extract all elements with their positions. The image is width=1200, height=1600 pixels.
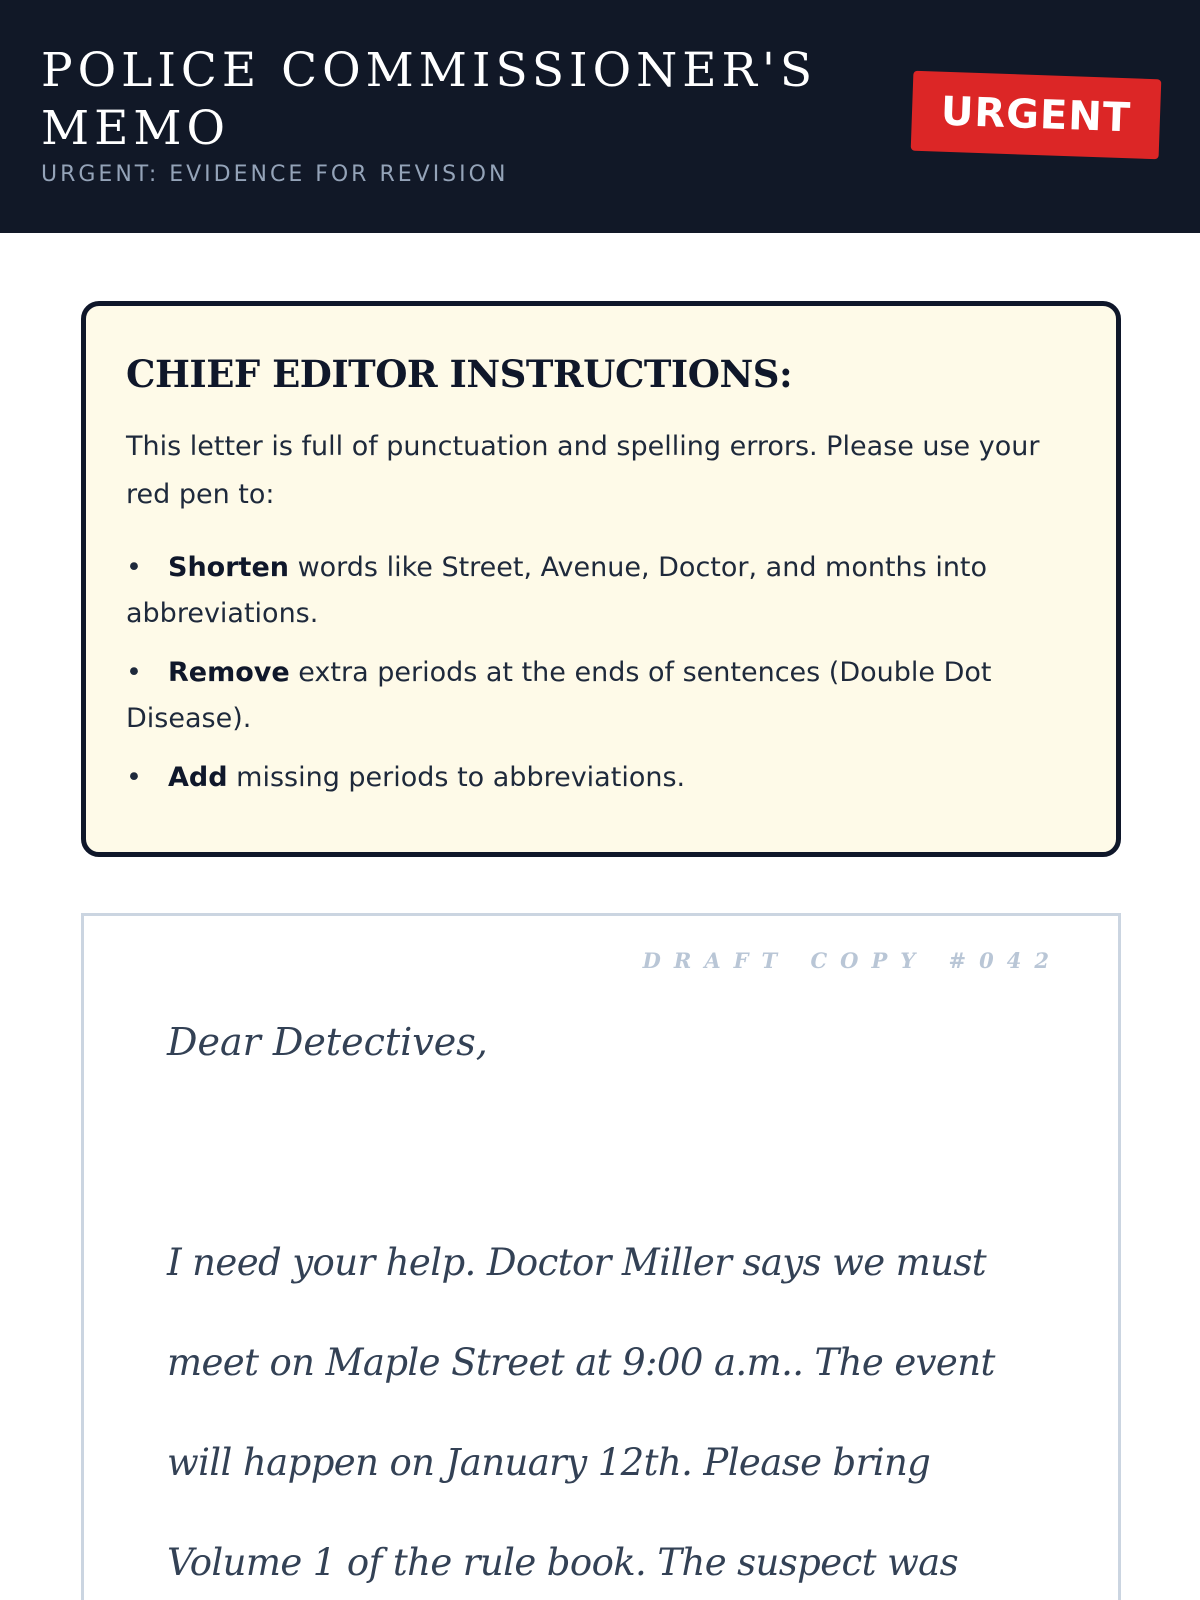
- instructions-box: [81, 301, 1121, 857]
- letter-line[interactable]: I need your help. Doctor Miller says we must: [167, 1241, 987, 1284]
- letter-line[interactable]: will happen on January 12th. Please bring: [167, 1441, 931, 1484]
- rule-text: missing periods to abbreviations.: [227, 762, 686, 793]
- urgent-stamp: URGENT: [911, 71, 1162, 160]
- letter-line[interactable]: meet on Maple Street at 9:00 a.m.. The event: [167, 1341, 995, 1384]
- title-line-1: POLICE COMMISSIONER'S: [41, 43, 818, 98]
- title-line-2: MEMO: [41, 101, 231, 156]
- rule-list: [126, 545, 1026, 801]
- rule-key: Shorten: [168, 552, 289, 583]
- letter-paper: [81, 913, 1121, 1600]
- draft-label: DRAFT COPY #042: [642, 948, 1062, 973]
- page-subtitle: URGENT: EVIDENCE FOR REVISION: [41, 162, 509, 187]
- instructions-intro: This letter is full of punctuation and spelling errors. Please use your red pen to:: [126, 431, 1040, 510]
- rule-text: extra periods at the ends of sentences (Double Dot Disease).: [126, 657, 992, 734]
- letter-line[interactable]: Volume 1 of the rule book. The suspect was: [167, 1541, 959, 1584]
- letter-salutation: Dear Detectives,: [167, 1020, 488, 1064]
- memo-header: [0, 0, 1200, 233]
- bullet-icon: •: [126, 762, 142, 793]
- bullet-icon: •: [126, 657, 142, 688]
- rule-item-add: [126, 755, 1026, 801]
- letter-body: [167, 1213, 1047, 1600]
- bullet-icon: •: [126, 552, 142, 583]
- rule-item-remove: [126, 650, 1026, 742]
- page-title: [41, 42, 861, 158]
- rule-key: Remove: [168, 657, 290, 688]
- rule-key: Add: [168, 762, 228, 793]
- instructions-heading: CHIEF EDITOR INSTRUCTIONS:: [126, 352, 793, 396]
- rule-item-shorten: [126, 545, 1026, 637]
- rule-text: words like Street, Avenue, Doctor, and months into abbreviations.: [126, 552, 988, 629]
